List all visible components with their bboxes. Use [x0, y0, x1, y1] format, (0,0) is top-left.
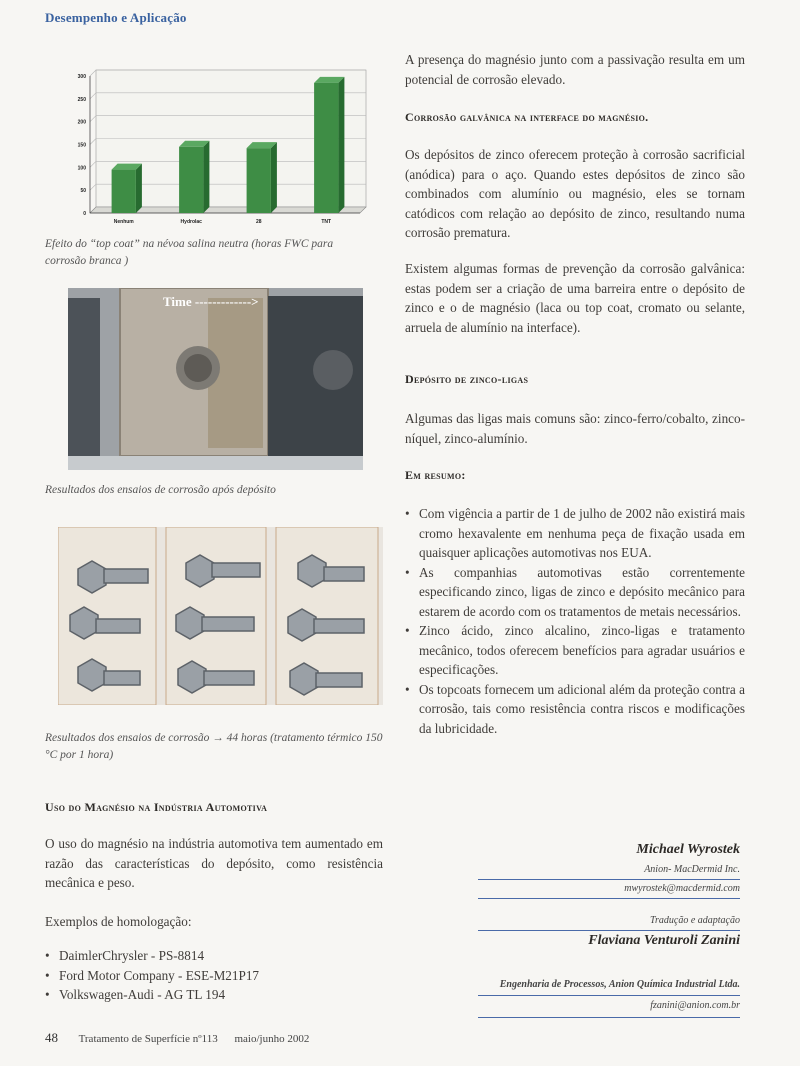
y-tick-label: 100 [77, 165, 86, 172]
author-name: Michael Wyrostek [636, 842, 740, 857]
gridline [90, 161, 96, 167]
journal-name: Tratamento de Superfície nº113 [78, 1033, 218, 1045]
bar-side [136, 164, 142, 213]
right-heading-2: Depósito de zinco-ligas [405, 372, 529, 386]
y-tick-label: 150 [77, 142, 86, 149]
right-paragraph-2: Existem algumas formas de prevenção da corrosão galvânica: estas podem ser a criação de uma barreira entre o depósito de zinco e o de magnésio (laca ou top coat, cromato ou selante, arruela de alumínio na interface). [405, 261, 745, 335]
summary-list [405, 504, 745, 738]
left-paragraph-1: O uso do magnésio na indústria automotiva tem aumentado em razão das características do depósito, como resistência mecânica e peso. [45, 836, 383, 890]
divider [478, 898, 740, 899]
photo2-caption: Resultados dos ensaios de corrosão → 44 horas (tratamento térmico 150 °C por 1 hora) [45, 732, 383, 761]
photo1-caption: Resultados dos ensaios de corrosão após depósito [45, 484, 276, 496]
y-tick-label: 50 [80, 188, 86, 195]
time-label: Time -------------> [163, 294, 259, 309]
corrosion-panels-photo [68, 288, 363, 470]
list-item: • Ford Motor Company - ESE-M21P17 [45, 966, 383, 986]
divider [478, 1017, 740, 1018]
right-heading-3: Em resumo: [405, 468, 466, 482]
bar [112, 170, 136, 213]
list-item: • As companhias automotivas estão correntemente especificando zinco, ligas de zinco e depósito mecânico para estarem de acordo com os tratamentos de metais necessários. [405, 563, 745, 622]
gridline [90, 139, 96, 145]
left-heading: Uso do Magnésio na Indústria Automotiva [45, 800, 268, 814]
bar-side [338, 77, 344, 213]
translator-name: Flaviana Venturoli Zanini [588, 933, 740, 948]
author-org: Anion- MacDermid Inc. [644, 864, 740, 875]
corrosion-bar-chart [60, 68, 370, 228]
translator-email[interactable]: fzanini@anion.com.br [650, 1000, 740, 1011]
translator-org: Engenharia de Processos, Anion Química Industrial Ltda. [499, 979, 740, 990]
issue-date: maio/junho 2002 [234, 1033, 310, 1045]
gridline [90, 116, 96, 122]
left-paragraph-2: Exemplos de homologação: [45, 914, 192, 929]
right-paragraph-1: Os depósitos de zinco oferecem proteção à corrosão sacrificial (anódica) para o aço. Quando estes depósitos de zinco são combinados com alumínio ou magnésio, eles se tornam catódicos com relação ao depósito de zinco, resultando numa corrosão prematura. [405, 147, 745, 240]
x-tick-label: Hydrolac [180, 219, 202, 225]
y-tick-label: 300 [77, 74, 86, 80]
x-tick-label: Nenhum [113, 219, 134, 225]
y-tick-label: 0 [83, 211, 86, 217]
bar [179, 147, 203, 213]
x-tick-label: 28 [255, 219, 262, 225]
page-number: 48 [45, 1030, 58, 1045]
x-tick-label: TNT [321, 219, 332, 225]
bar-side [203, 141, 209, 213]
list-item: • Os topcoats fornecem um adicional além da proteção contra a corrosão, tais como resistência contra riscos e modificações da lubricidade. [405, 680, 745, 739]
bar [314, 83, 338, 213]
y-tick-label: 250 [77, 96, 86, 103]
list-item: • Volkswagen-Audi - AG TL 194 [45, 985, 383, 1005]
translation-label: Tradução e adaptação [650, 915, 740, 926]
divider [478, 995, 740, 996]
signature-block [478, 842, 740, 949]
list-item: • Com vigência a partir de 1 de julho de 2002 não existirá mais cromo hexavalente em nenhuma peça de fixação usada em quaisquer aplicações automotivas nos EUA. [405, 504, 745, 563]
y-tick-label: 200 [77, 119, 86, 126]
divider [478, 930, 740, 931]
right-heading-1: Corrosão galvânica na interface do magnésio. [405, 110, 649, 124]
page-footer [45, 1030, 309, 1046]
homologation-list [45, 946, 383, 1005]
gridline [90, 70, 96, 76]
list-item: • DaimlerChrysler - PS-8814 [45, 946, 383, 966]
bolt-test-photo [58, 527, 383, 705]
divider [478, 879, 740, 880]
bar [247, 148, 271, 213]
author-email[interactable]: mwyrostek@macdermid.com [624, 883, 740, 894]
right-paragraph-3: Algumas das ligas mais comuns são: zinco-ferro/cobalto, zinco-níquel, zinco-alumínio. [405, 411, 745, 446]
right-paragraph-0: A presença do magnésio junto com a passivação resulta em um potencial de corrosão elevado. [405, 52, 745, 87]
bar-side [271, 142, 277, 213]
gridline [90, 93, 96, 99]
section-title: Desempenho e Aplicação [45, 10, 187, 25]
chart-caption: Efeito do “top coat” na névoa salina neutra (horas FWC para corrosão branca ) [45, 238, 334, 267]
list-item: • Zinco ácido, zinco alcalino, zinco-ligas e tratamento mecânico, todos oferecem benefícios para agradar usuários e especificações. [405, 621, 745, 680]
gridline [90, 184, 96, 190]
